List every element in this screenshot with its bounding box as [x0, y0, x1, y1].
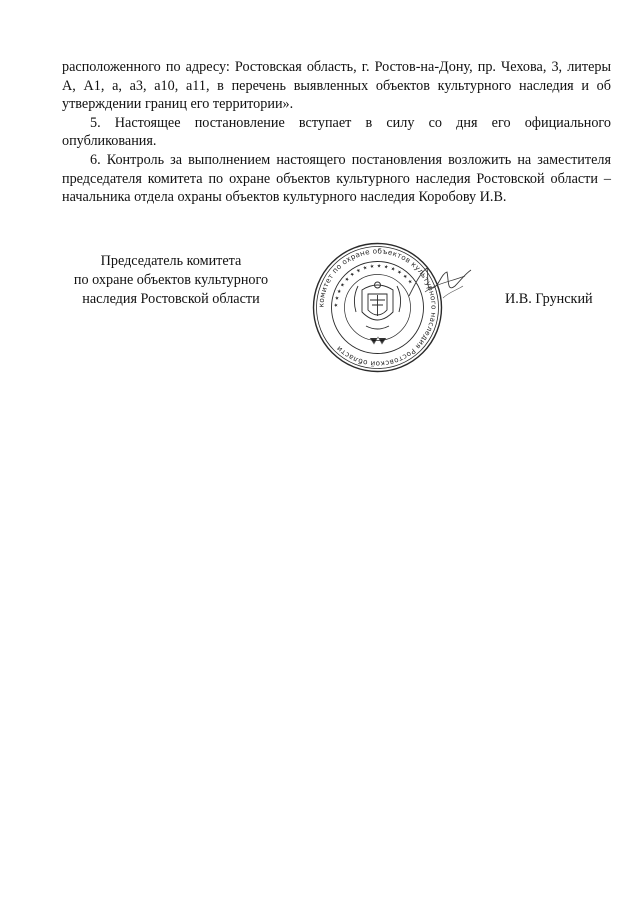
signatory-title-line-1: Председатель комитета: [100, 253, 242, 269]
paragraph-continuation: расположенного по адресу: Ростовская область, г. Ростов-на-Дону, пр. Чехова, 3, литеры А, А1, а, а3, а10, а11, в перечень выявленных объектов культурного наследия и об утверждении границ его территории».: [62, 59, 611, 113]
handwritten-signature: [405, 262, 475, 302]
signatory-name: И.В. Грунский: [505, 291, 593, 307]
signatory-title: [52, 252, 290, 309]
official-seal-stamp: [310, 240, 445, 375]
svg-text:★ ★ ★ ★ ★ ★ ★ ★ ★ ★ ★ ★ ★ ★ ★: ★ ★ ★ ★ ★ ★ ★ ★ ★ ★ ★ ★ ★ ★ ★: [333, 263, 414, 308]
body-text: [62, 58, 611, 207]
signatory-title-line-3: наследия Ростовской области: [82, 291, 260, 307]
signatory-title-line-2: по охране объектов культурного: [73, 272, 269, 288]
paragraph-6: 6. Контроль за выполнением настоящего постановления возложить на заместителя председателя комитета по охране объектов культурного наследия Ростовской области – начальника отдела охраны объектов культурного наследия Коробову И.В.: [62, 151, 611, 206]
paragraph-5: 5. Настоящее постановление вступает в силу со дня его официального опубликования.: [62, 114, 611, 150]
svg-text:комитет по охране объектов кул: комитет по охране объектов культурного наследия Ростовской области: [316, 246, 439, 369]
